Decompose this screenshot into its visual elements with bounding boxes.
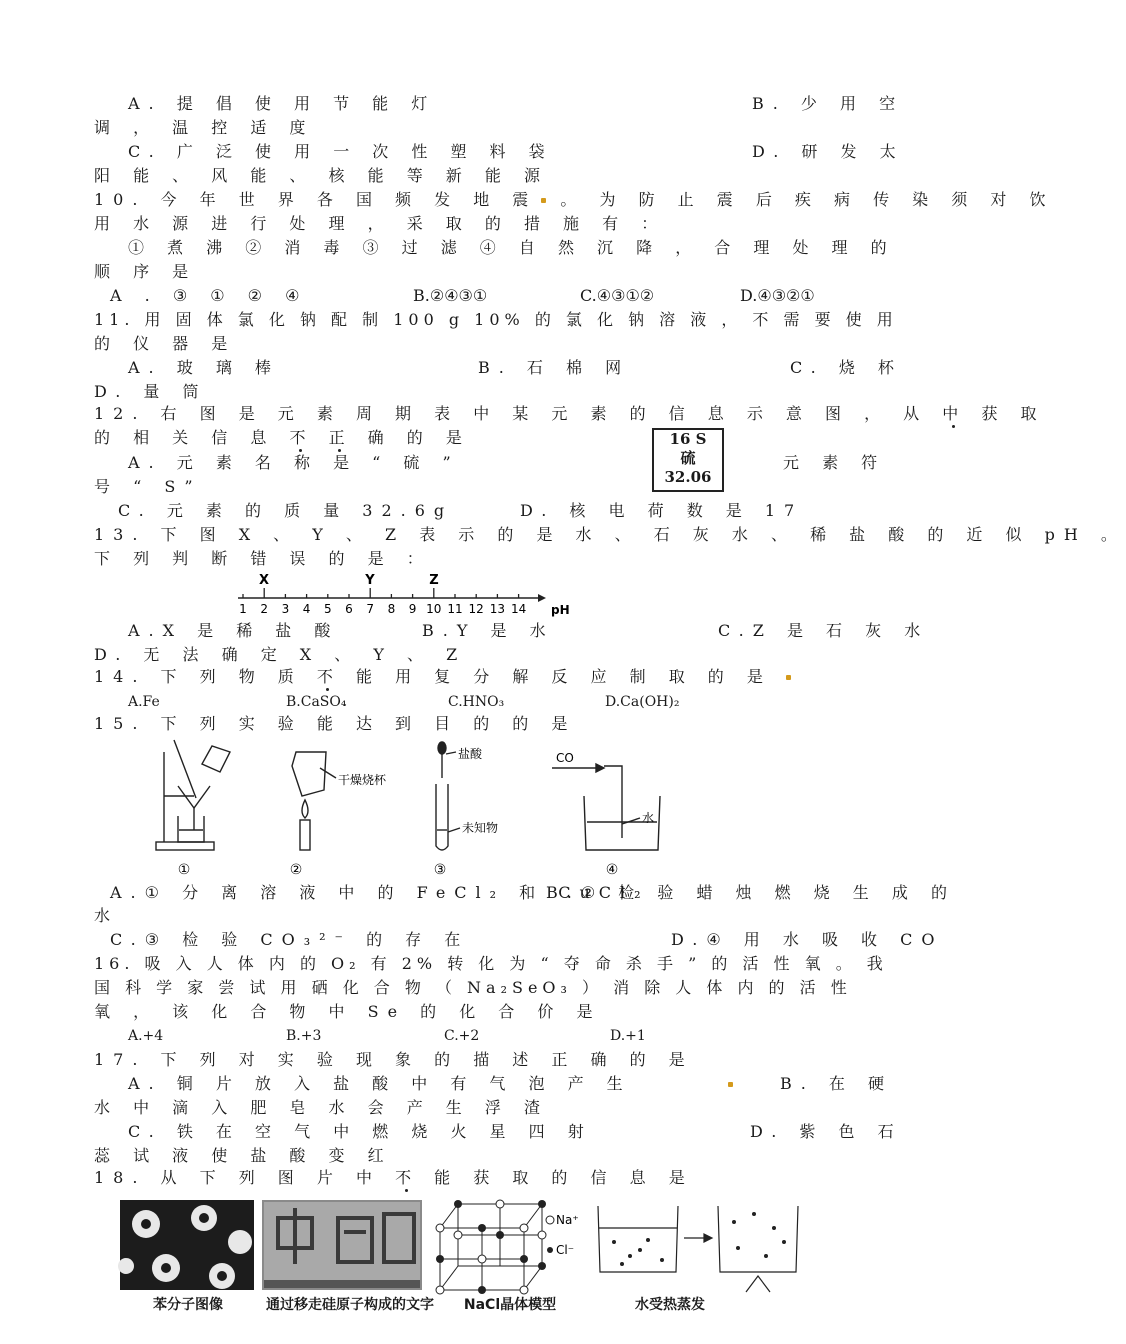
ph-tick-label: 7 (366, 602, 375, 616)
ph-tick-label: 6 (345, 602, 353, 616)
ph-tick-label: 2 (260, 602, 269, 616)
fig-num-4: ④ (605, 862, 619, 878)
q10-stem-2: 用 水 源 进 行 处 理 ， 采 取 的 措 施 有 ： (94, 214, 667, 233)
ph-marker-z: Z (429, 573, 439, 588)
q18-images-figure (118, 1198, 838, 1294)
pouring-beaker (202, 746, 230, 772)
process-arrow-icon (704, 1234, 712, 1242)
q11-option-b: B. 石 棉 网 (478, 358, 631, 377)
label-water: 水 (642, 811, 655, 825)
q17-option-d: D. 紫 色 石 (750, 1122, 903, 1141)
q15-option-b-cont: 水 (94, 906, 120, 925)
q12-stem: 12. 右 图 是 元 素 周 期 表 中 某 元 素 的 信 息 示 意 图 ， 从 中 获 取 (94, 404, 1046, 423)
gas-arrow-icon (596, 764, 604, 772)
label-na-ion: Na⁺ (556, 1213, 579, 1227)
q11-option-a: A. 玻 璃 棒 (128, 358, 280, 377)
co-absorption-apparatus (552, 764, 660, 850)
candle (300, 820, 310, 850)
element-number-symbol: 16 S (669, 430, 707, 448)
fig-num-3: ③ (433, 862, 447, 878)
q10-steps: ① 煮 沸 ② 消 毒 ③ 过 滤 ④ 自 然 沉 降 ， 合 理 处 理 的 (128, 238, 896, 257)
ph-tick-label: 11 (447, 602, 463, 616)
label-cl-ion: Cl⁻ (556, 1243, 575, 1257)
q13-option-c: C.Z 是 石 灰 水 (718, 621, 930, 640)
ph-tick-label: 8 (387, 602, 396, 616)
q16-option-d: D.+1 (610, 1028, 646, 1044)
q14-option-d: D.Ca(OH)₂ (605, 694, 680, 710)
beaker-label-line (320, 768, 336, 778)
q15-option-b: B.② 检 验 蜡 烛 燃 烧 生 成 的 (546, 883, 956, 902)
delivery-tube (604, 766, 622, 838)
q14-option-c: C.HNO₃ (448, 694, 505, 710)
q15-apparatus-figure (150, 738, 690, 880)
q9-option-b-cont: 调 ， 温 控 适 度 (94, 118, 315, 137)
q10-stem: 10. 今 年 世 界 各 国 频 发 地 震 。 为 防 止 震 后 疾 病 传 染 须 对 饮 (94, 190, 1055, 209)
glass-rod (174, 740, 196, 798)
funnel (178, 786, 210, 808)
q10-option-c: C.④③①② (580, 286, 655, 305)
caption-evaporation: 水受热蒸发 (635, 1297, 705, 1313)
ph-tick-label: 4 (302, 602, 311, 616)
fig-num-2: ② (289, 862, 303, 878)
q17-stem: 17. 下 列 对 实 验 现 象 的 描 述 正 确 的 是 (94, 1050, 694, 1069)
label-dry-beaker: 干燥烧杯 (338, 773, 387, 787)
filtration-apparatus (156, 740, 230, 850)
q15-stem: 15. 下 列 实 验 能 达 到 目 的 的 是 (94, 714, 577, 733)
acid-label-line (446, 752, 456, 754)
q15-option-c: C.③ 检 验 CO₃²⁻ 的 存 在 (110, 930, 470, 949)
element-mass: 32.06 (664, 468, 712, 486)
q16-option-b: B.+3 (286, 1028, 322, 1044)
q13-option-a: A.X 是 稀 盐 酸 (128, 621, 340, 640)
q14-option-a: A.Fe (128, 694, 160, 710)
q12-option-d: D. 核 电 荷 数 是 17 (520, 501, 804, 520)
receiving-beaker (178, 816, 204, 842)
ph-scale-figure (228, 568, 568, 616)
q15-option-a: A.① 分 离 溶 液 中 的 FeCl₂ 和 CuCl₂ (110, 883, 650, 902)
label-unknown-substance: 未知物 (462, 821, 499, 835)
q16-option-a: A.+4 (128, 1028, 164, 1044)
burner-flame (746, 1276, 770, 1292)
q12-option-b: 元 素 符 (783, 453, 887, 472)
test-tube (436, 784, 448, 850)
q13-option-d: D. 无 法 确 定 X 、 Y 、 Z (94, 645, 467, 664)
ph-tick-label: 10 (426, 602, 442, 616)
q9-option-a: A. 提 倡 使 用 节 能 灯 (128, 94, 437, 113)
beaker-before (598, 1206, 678, 1272)
q10-option-b: B.②④③① (413, 286, 488, 305)
q10-option-d: D.④③②① (740, 286, 815, 305)
q12-option-b-cont: 号 “ S” (94, 477, 202, 496)
element-name: 硫 (680, 449, 696, 467)
q17-option-c: C. 铁 在 空 气 中 燃 烧 火 星 四 射 (128, 1122, 593, 1141)
unknown-label-line (448, 828, 460, 832)
silicon-scale-bar (264, 1280, 420, 1288)
ph-marker-y: Y (365, 573, 375, 588)
ph-ticks (239, 588, 526, 616)
highlight-dot (728, 1082, 733, 1087)
q12-option-c: C. 元 素 的 质 量 32.6g (118, 501, 454, 520)
q16-option-c: C.+2 (444, 1028, 480, 1044)
q17-option-d-cont: 蕊 试 液 使 盐 酸 变 红 (94, 1146, 393, 1165)
q9-option-c: C. 广 泛 使 用 一 次 性 塑 料 袋 (128, 142, 554, 161)
beaker-after (718, 1206, 798, 1272)
q12-stem-2: 的 相 关 信 息 不 正 确 的 是 (94, 428, 471, 447)
water-label-line (622, 818, 640, 824)
ph-axis-arrow-icon (538, 594, 546, 602)
q11-stem-2: 的 仪 器 是 (94, 334, 237, 353)
water-evaporation (598, 1206, 798, 1292)
highlight-dot (541, 198, 546, 203)
element-info-box (652, 428, 724, 492)
highlight-dot (786, 675, 791, 680)
q16-stem-2: 国 科 学 家 尝 试 用 硒 化 合 物 （ Na₂SeO₃ ） 消 除 人 体 内 的 活 性 (94, 978, 852, 997)
ph-tick-label: 12 (468, 602, 484, 616)
q11-option-c: C. 烧 杯 (790, 358, 903, 377)
stand-base (156, 842, 214, 850)
ph-tick-label: 13 (489, 602, 506, 616)
q14-option-b: B.CaSO₄ (286, 694, 347, 710)
water-molecules (612, 1212, 786, 1266)
dry-beaker (292, 752, 326, 796)
ph-tick-label: 14 (510, 602, 527, 616)
candle-flame (302, 800, 308, 818)
q9-option-d: D. 研 发 太 (752, 142, 905, 161)
ph-tick-label: 9 (408, 602, 417, 616)
label-hydrochloric-acid: 盐酸 (458, 747, 483, 761)
q16-stem: 16. 吸 入 人 体 内 的 O₂ 有 2% 转 化 为 “ 夺 命 杀 手 ” 的 活 性 氧 。 我 (94, 954, 888, 973)
q17-option-a: A. 铜 片 放 入 盐 酸 中 有 气 泡 产 生 (128, 1073, 733, 1095)
q11-option-d: D. 量 筒 (94, 382, 208, 401)
ph-unit-label: pH (551, 603, 570, 617)
caption-benzene: 苯分子图像 (153, 1297, 223, 1313)
caption-silicon-text: 通过移走硅原子构成的文字 (266, 1297, 434, 1313)
ph-marker-x: X (258, 573, 270, 588)
q16-stem-3: 氧 ， 该 化 合 物 中 Se 的 化 合 价 是 (94, 1002, 602, 1021)
q14-stem: 14. 下 列 物 质 不 能 用 复 分 解 反 应 制 取 的 是 (94, 666, 791, 688)
ph-tick-label: 3 (281, 602, 290, 616)
q11-stem: 11. 用 固 体 氯 化 钠 配 制 100 g 10% 的 氯 化 钠 溶 液 ， 不 需 要 使 用 (94, 310, 898, 329)
test-tube-apparatus (436, 742, 460, 850)
caption-nacl: NaCl晶体模型 (463, 1297, 557, 1313)
q13-stem-2: 下 列 判 断 错 误 的 是 ： (94, 549, 432, 568)
q12-option-a: A. 元 素 名 称 是 “ 硫 ” (128, 453, 460, 472)
label-co: CO (556, 751, 574, 765)
q13-option-b: B.Y 是 水 (422, 621, 555, 640)
candle-apparatus (292, 752, 336, 850)
q9-option-b: B. 少 用 空 (752, 94, 905, 113)
q17-option-b-cont: 水 中 滴 入 肥 皂 水 会 产 生 浮 渣 (94, 1098, 549, 1117)
q15-option-d: D.④ 用 水 吸 收 CO (671, 930, 944, 949)
q18-stem: 18. 从 下 列 图 片 中 不 能 获 取 的 信 息 是 (94, 1168, 694, 1187)
q9-option-d-cont: 阳 能 、 风 能 、 核 能 等 新 能 源 (94, 166, 549, 185)
fig-num-1: ① (177, 862, 191, 878)
nacl-lattice (440, 1204, 542, 1290)
q10-stem-3: 顺 序 是 (94, 262, 198, 281)
q10-option-a: A . ③ ① ② ④ (110, 286, 309, 305)
q13-stem: 13. 下 图 X 、 Y 、 Z 表 示 的 是 水 、 石 灰 水 、 稀 盐 酸 的 近 似 pH 。 (94, 525, 1126, 544)
nacl-ions (436, 1200, 554, 1294)
dropper-bulb (438, 742, 446, 754)
ph-tick-label: 1 (239, 602, 247, 616)
q17-option-b: B. 在 硬 (780, 1074, 894, 1093)
ph-tick-label: 5 (323, 602, 332, 616)
